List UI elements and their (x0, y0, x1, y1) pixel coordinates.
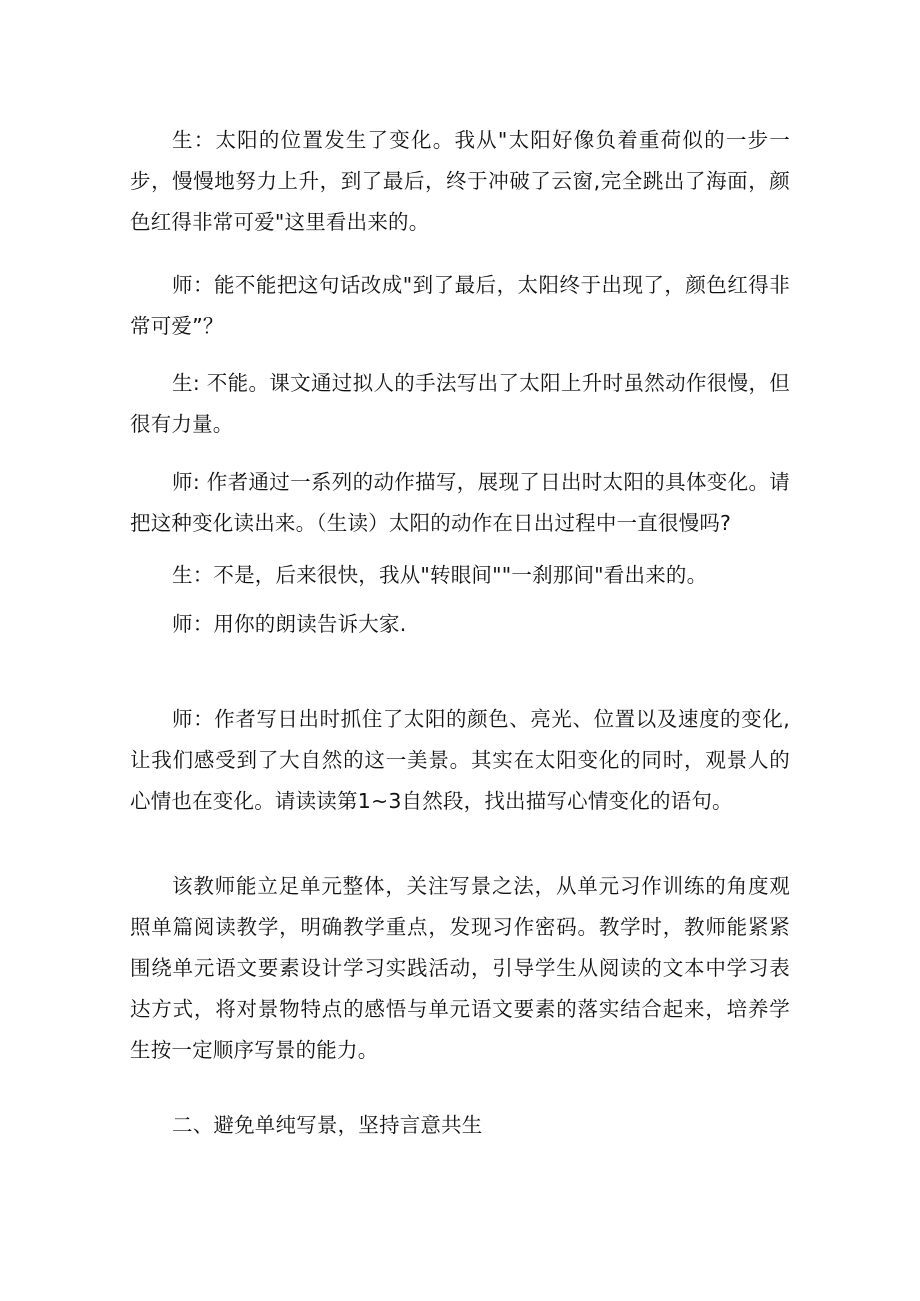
dialogue-student-3: 生：不是，后来很快，我从"转眼间""一刹那间"看出来的。 (172, 563, 708, 587)
section-heading: 二、避免单纯写景，坚持言意共生 (172, 1113, 483, 1137)
dialogue-student-2: 生: 不能。课文通过拟人的手法写出了太阳上升时虽然动作很慢，但很有力量。 (130, 371, 790, 436)
dialogue-student-1: 生：太阳的位置发生了变化。我从"太阳好像负着重荷似的一步一步，慢慢地努力上升，到了最后，终于冲破了云窗,完全跳出了海面，颜色红得非常可爱"这里看出来的。 (130, 128, 790, 234)
dialogue-teacher-2: 师: 作者通过一系列的动作描写，展现了日出时太阳的具体变化。请把这种变化读出来。（生读）太阳的动作在日出过程中一直很慢吗? (130, 470, 790, 535)
dialogue-teacher-1: 师：能不能把这句话改成"到了最后，太阳终于出现了，颜色红得非常可爱”？ (130, 273, 790, 338)
dialogue-teacher-3: 师：用你的朗读告诉大家. (172, 612, 407, 636)
dialogue-teacher-4: 师：作者写日出时抓住了太阳的颜色、亮光、位置以及速度的变化,让我们感受到了大自然的这一美景。其实在太阳变化的同时，观景人的心情也在变化。请读读第1~3自然段，找出描写心情变化的语句。 (130, 707, 790, 813)
commentary-paragraph: 该教师能立足单元整体，关注写景之法，从单元习作训练的角度观照单篇阅读教学，明确教学重点，发现习作密码。教学时，教师能紧紧围绕单元语文要素设计学习实践活动，引导学生从阅读的文本中学习表达方式，将对景物特点的感悟与单元语文要素的落实结合起来，培养学生按一定顺序写景的能力。 (130, 874, 790, 1062)
